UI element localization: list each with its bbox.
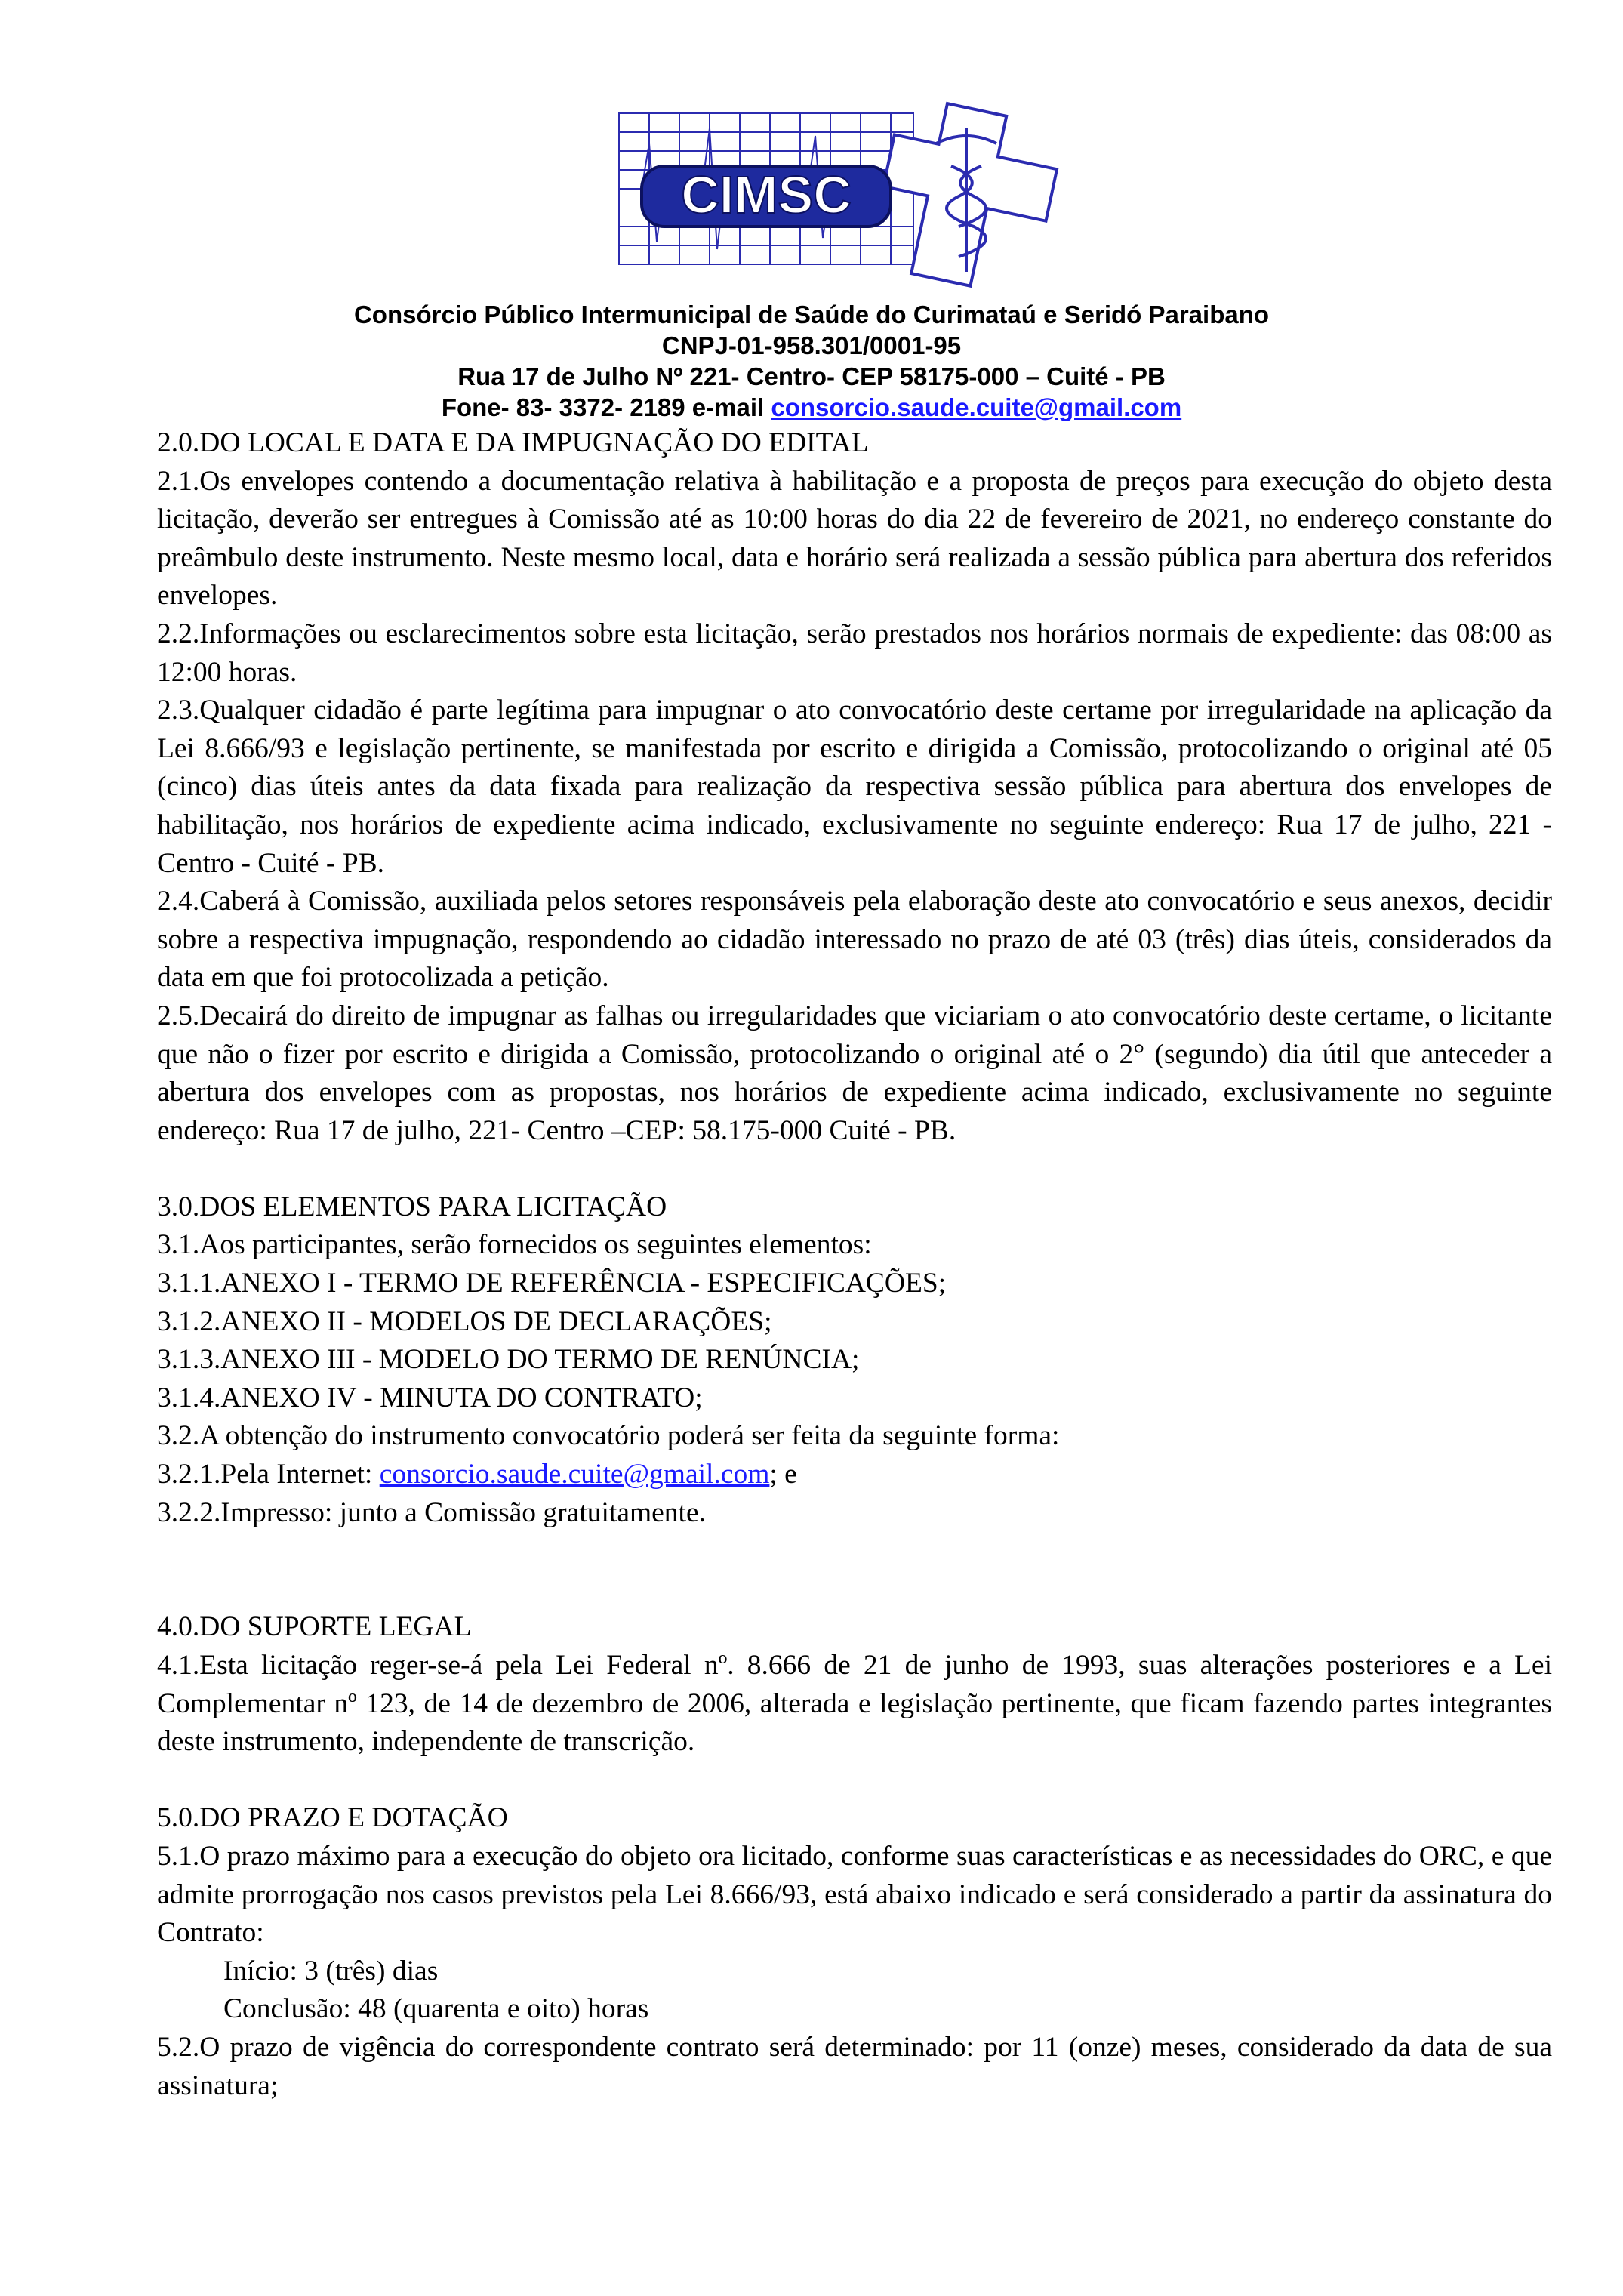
clause-3-2-2: 3.2.2.Impresso: junto a Comissão gratuitamente. — [157, 1496, 706, 1528]
section-2-title: 2.0.DO LOCAL E DATA E DA IMPUGNAÇÃO DO EDITAL — [157, 427, 869, 458]
document-body — [157, 424, 1552, 2105]
section-3-title: 3.0.DOS ELEMENTOS PARA LICITAÇÃO — [157, 1191, 667, 1222]
org-address: Rua 17 de Julho Nº 221- Centro- CEP 58175-000 – Cuité - PB — [457, 362, 1166, 390]
org-phone: Fone- 83- 3372- 2189 e-mail — [441, 393, 771, 421]
clause-2-5: 2.5.Decairá do direito de impugnar as falhas ou irregularidades que viciariam o ato convocatório deste certame, o licitante que não o fizer por escrito e dirigida a Comissão, protocolizando o original até o 2° (segundo) dia útil que anteceder a abertura dos envelopes com as propostas, nos horários de expediente acima indicado, exclusivamente no seguinte endereço: Rua 17 de julho, 221- Centro –CEP: 58.175-000 Cuité - PB. — [157, 1000, 1552, 1146]
clause-2-4: 2.4.Caberá à Comissão, auxiliada pelos setores responsáveis pela elaboração deste ato convocatório e seus anexos, decidir sobre a respectiva impugnação, respondendo ao cidadão interessado no prazo de até 03 (três) dias úteis, considerados da data em que foi protocolizada a petição. — [157, 886, 1552, 994]
email-link[interactable]: consorcio.saude.cuite@gmail.com — [379, 1459, 770, 1490]
org-contact — [0, 393, 1623, 423]
clause-3-2-1-prefix: 3.2.1.Pela Internet: — [157, 1459, 380, 1490]
section-5-title: 5.0.DO PRAZO E DOTAÇÃO — [157, 1802, 508, 1834]
clause-3-1-4: 3.1.4.ANEXO IV - MINUTA DO CONTRATO; — [157, 1382, 703, 1413]
clause-3-1: 3.1.Aos participantes, serão fornecidos os seguintes elementos: — [157, 1229, 872, 1261]
clause-3-2-1 — [157, 1456, 1552, 1494]
clause-2-1: 2.1.Os envelopes contendo a documentação relativa à habilitação e a proposta de preços para execução do objeto desta licitação, deverão ser entregues à Comissão até as 10:00 horas do dia 22 de fevereiro de 2021, no endereço constante do preâmbulo deste instrumento. Neste mesmo local, data e horário será realizada a sessão pública para abertura dos referidos envelopes. — [157, 465, 1552, 612]
clause-5-1: 5.1.O prazo máximo para a execução do objeto ora licitado, conforme suas características e as necessidades do ORC, e que admite prorrogação nos casos previstos pela Lei 8.666/93, está abaixo indicado e será considerado a partir da assinatura do Contrato: — [157, 1840, 1552, 1949]
cimsc-logo — [611, 98, 1102, 294]
clause-2-3: 2.3.Qualquer cidadão é parte legítima para impugnar o ato convocatório deste certame por irregularidade na aplicação da Lei 8.666/93 e legislação pertinente, se manifestada por escrito e dirigida a Comissão, protocolizando o original até 05 (cinco) dias úteis antes da data fixada para realização da respectiva sessão pública para abertura dos envelopes de habilitação, nos horários de expediente acima indicado, exclusivamente no seguinte endereço: Rua 17 de julho, 221 - Centro - Cuité - PB. — [157, 695, 1552, 879]
logo-text: CIMSC — [681, 165, 852, 224]
org-cnpj: CNPJ-01-958.301/0001-95 — [661, 331, 962, 359]
clause-3-1-2: 3.1.2.ANEXO II - MODELOS DE DECLARAÇÕES; — [157, 1305, 772, 1337]
org-email-link[interactable]: consorcio.saude.cuite@gmail.com — [771, 393, 1182, 421]
clause-2-2: 2.2.Informações ou esclarecimentos sobre esta licitação, serão prestados nos horários normais de expediente: das 08:00 as 12:00 horas. — [157, 618, 1552, 688]
clause-3-2-1-suffix: ; e — [769, 1459, 797, 1490]
clause-5-1-conclusion: Conclusão: 48 (quarenta e oito) horas — [223, 1993, 649, 2025]
clause-3-1-3: 3.1.3.ANEXO III - MODELO DO TERMO DE RENÚNCIA; — [157, 1344, 860, 1376]
clause-5-1-start: Início: 3 (três) dias — [223, 1955, 439, 1986]
clause-3-1-1: 3.1.1.ANEXO I - TERMO DE REFERÊNCIA - ESPECIFICAÇÕES; — [157, 1268, 947, 1299]
clause-5-2: 5.2.O prazo de vigência do correspondente contrato será determinado: por 11 (onze) meses, considerado da data de sua assinatura; — [157, 2031, 1552, 2101]
org-name: Consórcio Público Intermunicipal de Saúde do Curimataú e Seridó Paraibano — [353, 300, 1270, 328]
clause-3-2: 3.2.A obtenção do instrumento convocatório poderá ser feita da seguinte forma: — [157, 1420, 1060, 1452]
clause-4-1: 4.1.Esta licitação reger-se-á pela Lei Federal nº. 8.666 de 21 de junho de 1993, suas alterações posteriores e a Lei Complementar nº 123, de 14 de dezembro de 2006, alterada e legislação pertinente, que ficam fazendo partes integrantes deste instrumento, independente de transcrição. — [157, 1650, 1552, 1758]
section-4-title: 4.0.DO SUPORTE LEGAL — [157, 1611, 472, 1643]
